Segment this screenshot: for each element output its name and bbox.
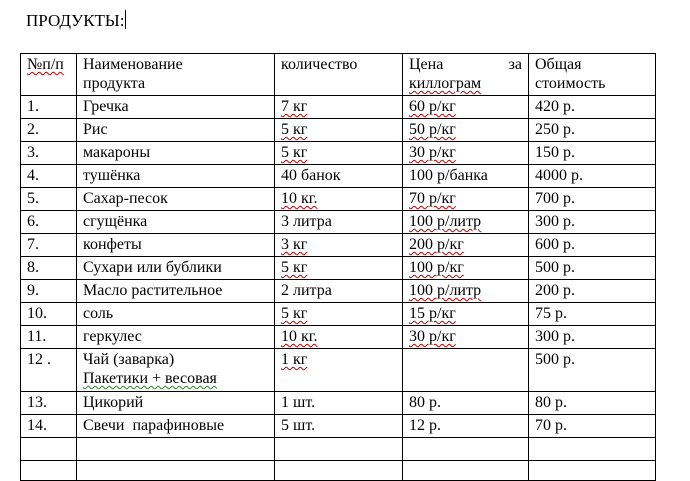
header-num bbox=[21, 54, 77, 96]
header-price-line1 bbox=[409, 55, 522, 74]
header-price-word2: за bbox=[508, 56, 522, 73]
cell-qty bbox=[275, 349, 403, 392]
cell-empty[interactable] bbox=[21, 438, 77, 461]
cell-empty[interactable] bbox=[77, 438, 275, 461]
cell-price: 12 р. bbox=[403, 415, 529, 438]
table-row bbox=[21, 211, 656, 234]
table-row bbox=[21, 119, 656, 142]
cell-price bbox=[403, 96, 529, 119]
cell-price bbox=[403, 349, 529, 392]
cell-qty bbox=[275, 188, 403, 211]
table-row bbox=[21, 392, 656, 415]
cell-name: Рис bbox=[77, 119, 275, 142]
header-name bbox=[77, 54, 275, 96]
cell-qty: 3 литра bbox=[275, 211, 403, 234]
cell-price bbox=[403, 119, 529, 142]
cell-num: 1. bbox=[21, 96, 77, 119]
cell-name: Цикорий bbox=[77, 392, 275, 415]
cell-qty bbox=[275, 142, 403, 165]
cell-total: 300 р. bbox=[529, 326, 656, 349]
table-row bbox=[21, 415, 656, 438]
cell-price-text: 70 р/кг bbox=[409, 190, 456, 207]
cell-name: сгущёнка bbox=[77, 211, 275, 234]
cell-name-line2 bbox=[83, 369, 268, 388]
cell-qty bbox=[275, 257, 403, 280]
cell-name-line2-text: Пакетики + весовая bbox=[83, 370, 217, 387]
header-price-line2: киллограм bbox=[409, 75, 482, 92]
cell-price-text: 15 р/кг bbox=[409, 305, 456, 322]
cell-name: Сахар-песок bbox=[77, 188, 275, 211]
cell-empty[interactable] bbox=[77, 461, 275, 481]
cell-qty: 5 шт. bbox=[275, 415, 403, 438]
cell-num: 10. bbox=[21, 303, 77, 326]
header-num-text: №п/п bbox=[27, 56, 64, 73]
cell-qty: 1 шт. bbox=[275, 392, 403, 415]
header-total bbox=[529, 54, 656, 96]
cell-total: 200 р. bbox=[529, 280, 656, 303]
cell-price-text: 100 р/литр bbox=[409, 213, 482, 230]
cell-qty-text: 3 кг bbox=[281, 236, 308, 253]
cell-total: 420 р. bbox=[529, 96, 656, 119]
cell-price bbox=[403, 326, 529, 349]
cell-price-text: 30 р/кг bbox=[409, 328, 456, 345]
cell-total: 75 р. bbox=[529, 303, 656, 326]
cell-price-text: 200 р/кг bbox=[409, 236, 464, 253]
cell-empty[interactable] bbox=[275, 461, 403, 481]
cell-name-line1: Чай (заварка) bbox=[83, 351, 175, 368]
cell-price bbox=[403, 280, 529, 303]
header-total-line2: стоимость bbox=[535, 75, 606, 92]
cell-price: 80 р. bbox=[403, 392, 529, 415]
table-row bbox=[21, 165, 656, 188]
table-row bbox=[21, 280, 656, 303]
cell-qty bbox=[275, 234, 403, 257]
cell-price bbox=[403, 211, 529, 234]
cell-total: 600 р. bbox=[529, 234, 656, 257]
cell-name: геркулес bbox=[77, 326, 275, 349]
header-qty bbox=[275, 54, 403, 96]
cell-name: макароны bbox=[77, 142, 275, 165]
cell-price: 100 р/банка bbox=[403, 165, 529, 188]
cell-num: 3. bbox=[21, 142, 77, 165]
table-row bbox=[21, 96, 656, 119]
table-row bbox=[21, 326, 656, 349]
cell-total: 500 р. bbox=[529, 257, 656, 280]
table-row bbox=[21, 188, 656, 211]
cell-name bbox=[77, 349, 275, 392]
cell-total: 150 р. bbox=[529, 142, 656, 165]
cell-num: 14. bbox=[21, 415, 77, 438]
cell-name: Гречка bbox=[77, 96, 275, 119]
cell-num: 4. bbox=[21, 165, 77, 188]
cell-price bbox=[403, 188, 529, 211]
cell-price bbox=[403, 142, 529, 165]
cell-price-text: 100 р/литр bbox=[409, 282, 482, 299]
cell-qty bbox=[275, 96, 403, 119]
cell-empty[interactable] bbox=[403, 438, 529, 461]
cell-qty-text: 1 кг bbox=[281, 351, 308, 368]
cell-total: 250 р. bbox=[529, 119, 656, 142]
text-cursor bbox=[125, 10, 126, 29]
cell-qty bbox=[275, 326, 403, 349]
cell-empty[interactable] bbox=[529, 461, 656, 481]
cell-price bbox=[403, 234, 529, 257]
cell-num: 7. bbox=[21, 234, 77, 257]
cell-empty[interactable] bbox=[21, 461, 77, 481]
table-row bbox=[21, 349, 656, 392]
table-row bbox=[21, 142, 656, 165]
cell-qty-text: 5 кг bbox=[281, 144, 308, 161]
header-price-word1: Цена bbox=[409, 56, 444, 73]
cell-qty-text: 7 кг bbox=[281, 98, 308, 115]
cell-qty bbox=[275, 303, 403, 326]
cell-total: 80 р. bbox=[529, 392, 656, 415]
cell-num: 13. bbox=[21, 392, 77, 415]
header-qty-text: количество bbox=[281, 56, 358, 73]
cell-total: 300 р. bbox=[529, 211, 656, 234]
header-name-line2: продукта bbox=[83, 75, 146, 92]
header-price bbox=[403, 54, 529, 96]
table-row bbox=[21, 234, 656, 257]
cell-name: Сухари или бублики bbox=[77, 257, 275, 280]
table-row-empty bbox=[21, 438, 656, 461]
cell-empty[interactable] bbox=[403, 461, 529, 481]
table-header-row bbox=[21, 54, 656, 96]
cell-total: 500 р. bbox=[529, 349, 656, 392]
cell-name: Свечи парафиновые bbox=[77, 415, 275, 438]
cell-qty-text: 5 кг bbox=[281, 259, 308, 276]
cell-name: тушёнка bbox=[77, 165, 275, 188]
table-row-empty bbox=[21, 461, 656, 481]
products-table bbox=[20, 53, 656, 481]
cell-qty-text: 5 кг bbox=[281, 305, 308, 322]
cell-total: 700 р. bbox=[529, 188, 656, 211]
cell-num: 8. bbox=[21, 257, 77, 280]
cell-empty[interactable] bbox=[275, 438, 403, 461]
cell-num: 11. bbox=[21, 326, 77, 349]
cell-num: 5. bbox=[21, 188, 77, 211]
header-total-line1: Общая bbox=[535, 56, 582, 73]
cell-qty-text: 10 кг. bbox=[281, 190, 318, 207]
cell-total: 4000 р. bbox=[529, 165, 656, 188]
cell-num: 9. bbox=[21, 280, 77, 303]
cell-price-text: 50 р/кг bbox=[409, 121, 456, 138]
cell-name: конфеты bbox=[77, 234, 275, 257]
cell-qty bbox=[275, 119, 403, 142]
table-row bbox=[21, 257, 656, 280]
cell-name: соль bbox=[77, 303, 275, 326]
cell-qty-text: 10 кг. bbox=[281, 328, 318, 345]
cell-name: Масло растительное bbox=[77, 280, 275, 303]
cell-qty-text: 5 кг bbox=[281, 121, 308, 138]
cell-price bbox=[403, 303, 529, 326]
cell-price bbox=[403, 257, 529, 280]
cell-num: 6. bbox=[21, 211, 77, 234]
header-name-line1: Наименование bbox=[83, 56, 183, 73]
cell-num: 12 . bbox=[21, 349, 77, 392]
cell-empty[interactable] bbox=[529, 438, 656, 461]
cell-num: 2. bbox=[21, 119, 77, 142]
cell-qty: 40 банок bbox=[275, 165, 403, 188]
document-title bbox=[26, 10, 126, 32]
cell-price-text: 60 р/кг bbox=[409, 98, 456, 115]
cell-total: 70 р. bbox=[529, 415, 656, 438]
cell-price-text: 100 р/кг bbox=[409, 259, 464, 276]
cell-qty: 2 литра bbox=[275, 280, 403, 303]
cell-price-text: 30 р/кг bbox=[409, 144, 456, 161]
table-row bbox=[21, 303, 656, 326]
title-text: ПРОДУКТЫ: bbox=[26, 11, 125, 30]
